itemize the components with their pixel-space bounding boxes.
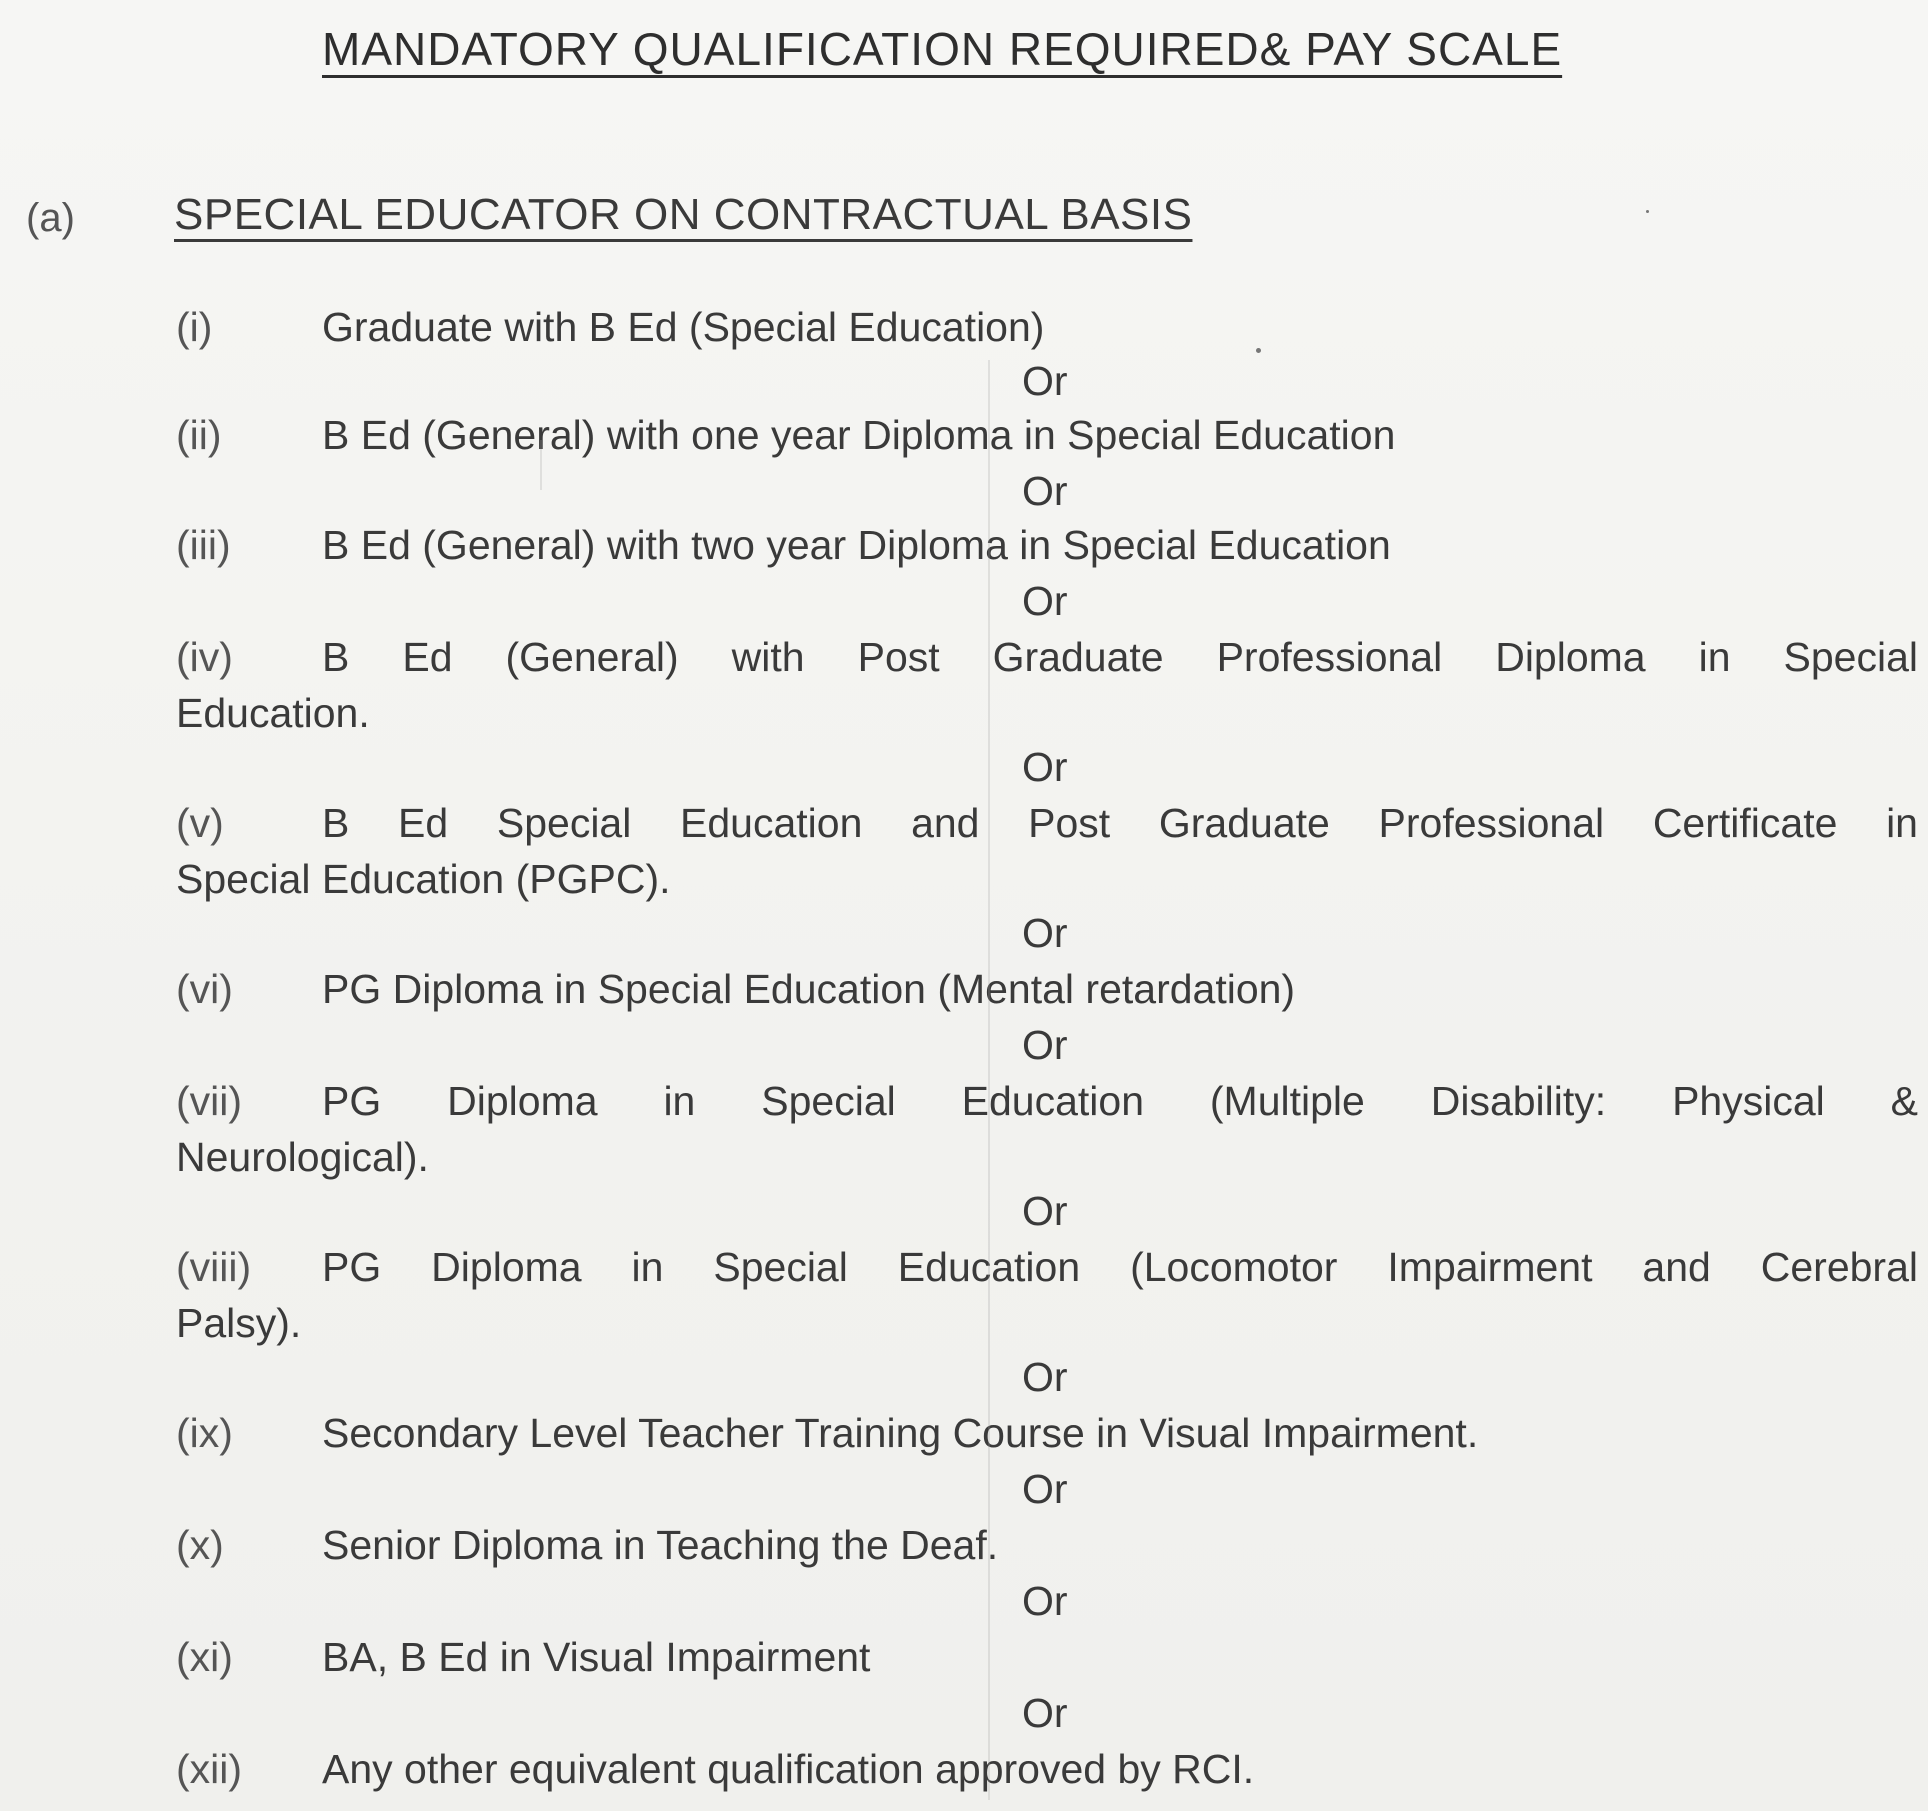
or-separator: Or xyxy=(1022,1578,1068,1624)
item-text-continued: Palsy). xyxy=(176,1300,302,1346)
or-separator: Or xyxy=(1022,744,1068,790)
or-separator: Or xyxy=(1022,1022,1068,1068)
section-heading: SPECIAL EDUCATOR ON CONTRACTUAL BASIS xyxy=(174,190,1193,239)
item-number: (ix) xyxy=(176,1410,233,1456)
item-text: B Ed (General) with Post Graduate Professional Diploma in Special xyxy=(322,634,1918,680)
item-text-continued: Special Education (PGPC). xyxy=(176,856,671,902)
item-number: (iv) xyxy=(176,634,233,680)
scan-fold-line xyxy=(988,360,990,1800)
item-text: PG Diploma in Special Education (Multiple Disability: Physical & xyxy=(322,1078,1918,1124)
item-text-continued: Neurological). xyxy=(176,1134,429,1180)
item-text-continued: Education. xyxy=(176,690,370,736)
item-number: (iii) xyxy=(176,522,231,568)
or-separator: Or xyxy=(1022,468,1068,514)
scan-speck xyxy=(1646,210,1649,213)
item-text: Secondary Level Teacher Training Course in Visual Impairment. xyxy=(322,1410,1479,1456)
item-text: Senior Diploma in Teaching the Deaf. xyxy=(322,1522,999,1568)
or-separator: Or xyxy=(1022,1354,1068,1400)
scan-speck xyxy=(1256,348,1261,353)
item-number: (x) xyxy=(176,1522,224,1568)
item-text: Any other equivalent qualification approved by RCI. xyxy=(322,1746,1255,1792)
item-text: PG Diploma in Special Education (Mental retardation) xyxy=(322,966,1296,1012)
or-separator: Or xyxy=(1022,358,1068,404)
or-separator: Or xyxy=(1022,1466,1068,1512)
item-number: (viii) xyxy=(176,1244,252,1290)
item-number: (xi) xyxy=(176,1634,233,1680)
item-number: (vii) xyxy=(176,1078,243,1124)
item-text: Graduate with B Ed (Special Education) xyxy=(322,304,1045,350)
item-text: B Ed Special Education and Post Graduate Professional Certificate in xyxy=(322,800,1918,846)
item-number: (vi) xyxy=(176,966,233,1012)
item-number: (i) xyxy=(176,304,213,350)
scan-fold-line xyxy=(540,440,542,490)
or-separator: Or xyxy=(1022,578,1068,624)
section-label: (a) xyxy=(26,196,75,240)
or-separator: Or xyxy=(1022,1188,1068,1234)
or-separator: Or xyxy=(1022,1690,1068,1736)
item-text: B Ed (General) with two year Diploma in Special Education xyxy=(322,522,1391,568)
item-text: B Ed (General) with one year Diploma in Special Education xyxy=(322,412,1396,458)
item-number: (xii) xyxy=(176,1746,243,1792)
item-number: (ii) xyxy=(176,412,222,458)
item-text: BA, B Ed in Visual Impairment xyxy=(322,1634,871,1680)
page-title: MANDATORY QUALIFICATION REQUIRED& PAY SCALE xyxy=(322,23,1563,75)
item-number: (v) xyxy=(176,800,224,846)
or-separator: Or xyxy=(1022,910,1068,956)
item-text: PG Diploma in Special Education (Locomotor Impairment and Cerebral xyxy=(322,1244,1918,1290)
